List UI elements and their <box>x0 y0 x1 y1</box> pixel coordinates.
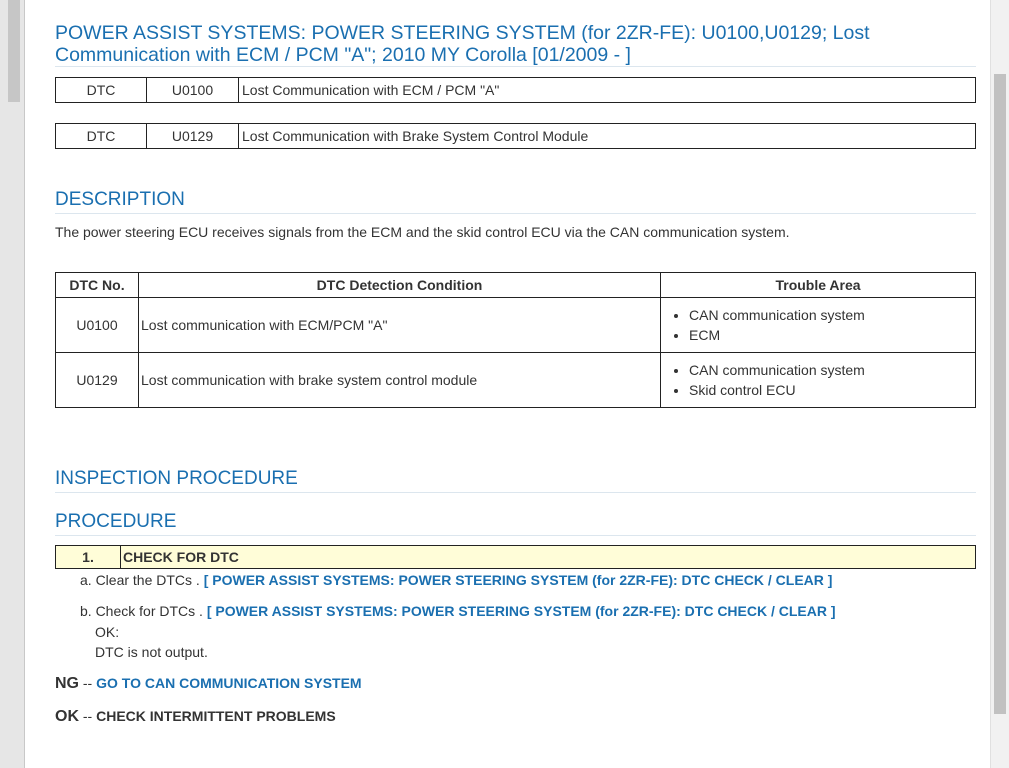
dtc-label: DTC <box>56 78 147 103</box>
content-scrollbar-thumb[interactable] <box>994 74 1006 714</box>
description-heading: DESCRIPTION <box>55 189 976 214</box>
dtc-detection-table <box>55 272 976 408</box>
column-header: Trouble Area <box>661 273 976 298</box>
dtc-check-clear-link[interactable]: [ POWER ASSIST SYSTEMS: POWER STEERING SYSTEM (for 2ZR-FE): DTC CHECK / CLEAR ] <box>203 572 833 588</box>
table-row <box>56 124 976 149</box>
dtc-label: DTC <box>56 124 147 149</box>
outer-scrollbar-thumb[interactable] <box>8 0 20 102</box>
trouble-area-cell <box>661 298 976 353</box>
list-item: • CAN communication system <box>689 360 973 380</box>
table-row <box>56 298 976 353</box>
column-header: DTC No. <box>56 273 139 298</box>
instruction-text: a. Clear the DTCs . <box>80 572 200 588</box>
dtc-text: Lost Communication with ECM / PCM "A" <box>239 78 976 103</box>
dtc-text: Lost Communication with Brake System Control Module <box>239 124 976 149</box>
condition-cell: Lost communication with ECM/PCM "A" <box>139 298 661 353</box>
dtc-table-u0100 <box>55 77 976 103</box>
step-1-header <box>55 545 976 569</box>
outer-scrollbar-track[interactable] <box>0 0 24 768</box>
dtc-check-clear-link[interactable]: [ POWER ASSIST SYSTEMS: POWER STEERING SYSTEM (for 2ZR-FE): DTC CHECK / CLEAR ] <box>206 603 836 619</box>
intermittent-problems-text: CHECK INTERMITTENT PROBLEMS <box>96 708 336 724</box>
step-instruction-b <box>80 603 836 619</box>
ok-result <box>55 708 336 726</box>
list-item: • ECM <box>689 325 973 345</box>
content-scrollbar-track[interactable] <box>990 0 1009 768</box>
dtc-code: U0100 <box>147 78 239 103</box>
inspection-procedure-heading: INSPECTION PROCEDURE <box>55 468 976 493</box>
page-border <box>24 0 25 768</box>
page-title: POWER ASSIST SYSTEMS: POWER STEERING SYSTEM (for 2ZR-FE): U0100,U0129; Lost Communication with ECM / PCM "A"; 2010 MY Corolla [01/2009 - ] <box>55 22 976 67</box>
ng-result <box>55 675 362 693</box>
table-row <box>56 78 976 103</box>
step-title: CHECK FOR DTC <box>123 549 239 565</box>
dtc-code: U0129 <box>147 124 239 149</box>
description-text: The power steering ECU receives signals from the ECM and the skid control ECU via the CAN communication system. <box>55 224 790 240</box>
instruction-text: b. Check for DTCs . <box>80 603 203 619</box>
dtc-code-cell: U0129 <box>56 353 139 408</box>
step-number: 1. <box>56 546 121 568</box>
ok-label: OK: <box>95 624 120 640</box>
ng-label: NG <box>55 675 79 692</box>
condition-cell: Lost communication with brake system control module <box>139 353 661 408</box>
ng-separator: -- <box>79 675 97 691</box>
ok-criteria-text: DTC is not output. <box>95 644 208 660</box>
procedure-heading: PROCEDURE <box>55 511 976 536</box>
dtc-code-cell: U0100 <box>56 298 139 353</box>
trouble-area-list <box>663 360 973 400</box>
list-item: • Skid control ECU <box>689 380 973 400</box>
ok-label: OK <box>55 708 79 725</box>
trouble-area-cell <box>661 353 976 408</box>
ok-separator: -- <box>79 708 97 724</box>
column-header: DTC Detection Condition <box>139 273 661 298</box>
step-instruction-a <box>80 572 832 588</box>
can-communication-link[interactable]: GO TO CAN COMMUNICATION SYSTEM <box>96 675 362 691</box>
dtc-table-u0129 <box>55 123 976 149</box>
trouble-area-list <box>663 305 973 345</box>
table-row <box>56 353 976 408</box>
list-item: • CAN communication system <box>689 305 973 325</box>
table-header-row <box>56 273 976 298</box>
